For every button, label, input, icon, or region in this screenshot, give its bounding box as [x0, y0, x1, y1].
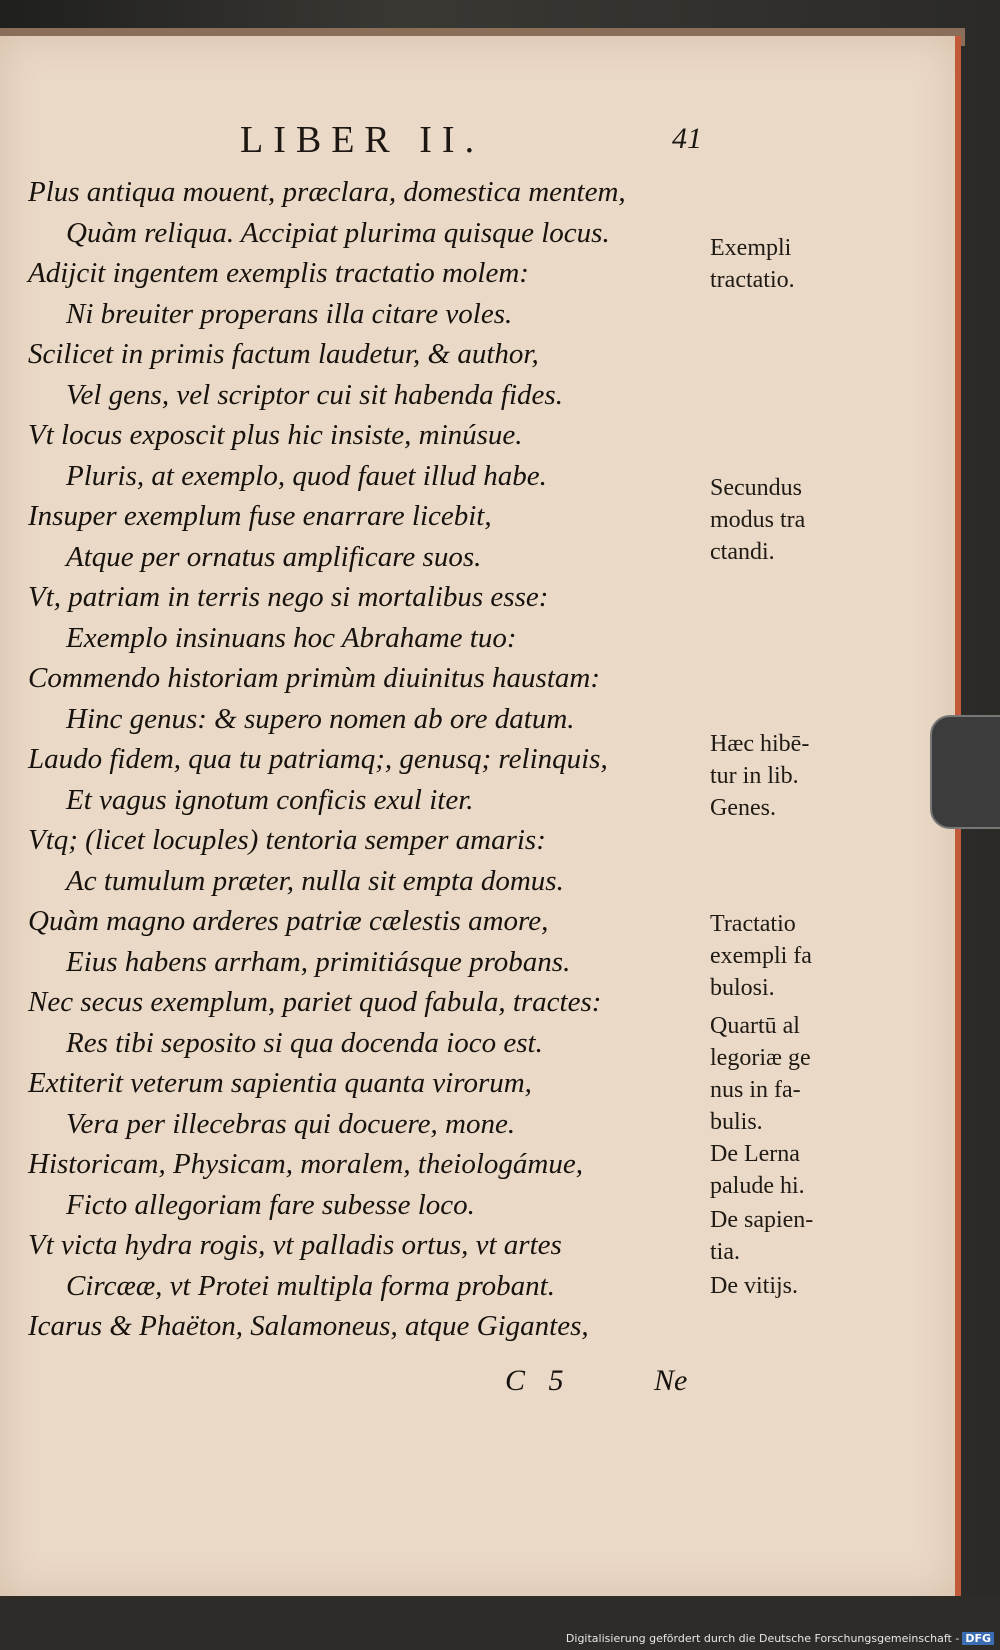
margin-note: Exempli tractatio. [710, 235, 795, 293]
page-header [0, 118, 955, 164]
verse-line: Vt, patriam in terris nego si mortalibus esse: [28, 581, 549, 613]
margin-note: Hæc hibē- tur in lib. Genes. [710, 731, 810, 821]
verse-line: Laudo fidem, qua tu patriamq;, genusq; relinquis, [28, 743, 608, 775]
verse-line: Circææ, vt Protei multipla forma probant. [66, 1269, 555, 1302]
signature-mark: C 5 [505, 1364, 572, 1397]
margin-note: Tractatio exempli fa bulosi. [710, 911, 812, 1001]
margin-note: De Lerna palude hi. [710, 1141, 805, 1199]
catchword: Ne [654, 1364, 688, 1397]
verse-line: Plus antiqua mouent, præclara, domestica mentem, [28, 176, 626, 208]
page-clip [930, 715, 1000, 829]
verse-text-block [28, 172, 708, 1347]
verse-line: Quàm magno arderes patriæ cælestis amore, [28, 905, 549, 937]
verse-line: Vtq; (licet locuples) tentoria semper amaris: [28, 824, 546, 856]
page-footer [0, 1364, 955, 1404]
verse-line: Insuper exemplum fuse enarrare licebit, [28, 500, 492, 532]
verse-line: Et vagus ignotum conficis exul iter. [66, 783, 474, 816]
dfg-logo: DFG [962, 1632, 994, 1645]
verse-line: Commendo historiam primùm diuinitus haustam: [28, 662, 600, 694]
verse-line: Quàm reliqua. Accipiat plurima quisque locus. [66, 216, 610, 249]
margin-note: De vitijs. [710, 1273, 798, 1299]
verse-line: Res tibi seposito si qua docenda ioco est. [66, 1026, 543, 1059]
verse-line: Vt locus exposcit plus hic insiste, minúsue. [28, 419, 523, 451]
digitization-credit [566, 1632, 994, 1645]
verse-line: Eius habens arrham, primitiásque probans. [66, 945, 571, 978]
verse-line: Ni breuiter properans illa citare voles. [66, 297, 513, 330]
verse-line: Vera per illecebras qui docuere, mone. [66, 1107, 516, 1140]
verse-line: Vt victa hydra rogis, vt palladis ortus, vt artes [28, 1229, 562, 1261]
verse-line: Historicam, Physicam, moralem, theiologámue, [28, 1148, 583, 1180]
verse-line: Atque per ornatus amplificare suos. [66, 540, 482, 573]
verse-line: Ac tumulum præter, nulla sit empta domus. [66, 864, 564, 897]
verse-line: Nec secus exemplum, pariet quod fabula, tractes: [28, 986, 602, 1018]
verse-line: Scilicet in primis factum laudetur, & author, [28, 338, 539, 370]
verse-line: Extiterit veterum sapientia quanta virorum, [28, 1067, 532, 1099]
margin-note: Secundus modus tra ctandi. [710, 475, 806, 565]
verse-line: Icarus & Phaëton, Salamoneus, atque Gigantes, [28, 1310, 589, 1342]
running-head: LIBER II. [240, 119, 485, 161]
verse-line: Pluris, at exemplo, quod fauet illud habe. [66, 459, 547, 492]
margin-note: De sapien- tia. [710, 1207, 814, 1265]
page-number: 41 [672, 122, 702, 155]
verse-line: Ficto allegoriam fare subesse loco. [66, 1188, 475, 1221]
verse-line: Hinc genus: & supero nomen ab ore datum. [66, 702, 575, 735]
credit-text: Digitalisierung gefördert durch die Deutsche Forschungsgemeinschaft - [565, 1632, 960, 1645]
verse-line: Vel gens, vel scriptor cui sit habenda fides. [66, 378, 563, 411]
margin-note: Quartū al legoriæ ge nus in fa- bulis. [710, 1013, 811, 1135]
verse-line: Adijcit ingentem exemplis tractatio molem: [28, 257, 529, 289]
verse-line: Exemplo insinuans hoc Abrahame tuo: [66, 621, 517, 654]
